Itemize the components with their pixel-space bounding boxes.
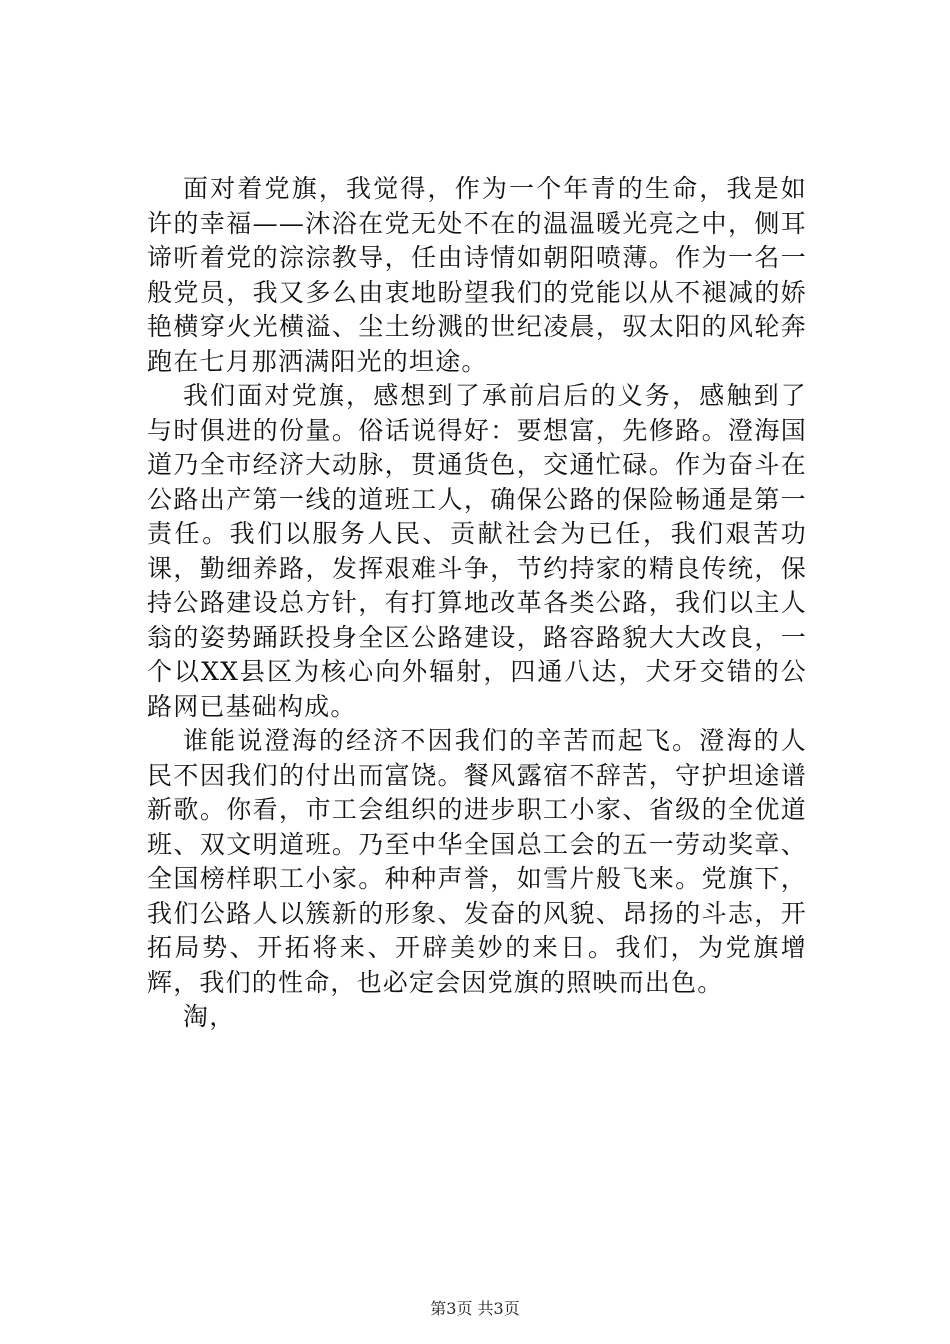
paragraph-2: 我们面对党旗，感想到了承前启后的义务，感触到了与时俱进的份量。俗话说得好：要想富，先修路。澄海国道乃全市经济大动脉，贯通货色，交通忙碌。作为奋斗在公路出产第一线的道班工人，确保公路的保险畅通是第一责任。我们以服务人民、贡献社会为已任，我们艰苦功课，勤细养路，发挥艰难斗争，节约持家的精良传统，保持公路建设总方针，有打算地改革各类公路，我们以主人翁的姿势踊跃投身全区公路建设，路容路貌大大改良，一个以XX县区为核心向外辐射，四通八达，犬牙交错的公路网已基础构成。	[147, 381, 807, 721]
document-body	[147, 172, 807, 1035]
paragraph-3: 谁能说澄海的经济不因我们的辛苦而起飞。澄海的人民不因我们的付出而富饶。餐风露宿不辞苦，守护坦途谱新歌。你看，市工会组织的进步职工小家、省级的全优道班、双文明道班。乃至中华全国总工会的五一劳动奖章、全国榜样职工小家。种种声誉，如雪片般飞来。党旗下，我们公路人以簇新的形象、发奋的风貌、昂扬的斗志，开拓局势、开拓将来、开辟美妙的来日。我们，为党旗增辉，我们的性命，也必定会因党旗的照映而出色。	[147, 726, 807, 997]
paragraph-4: 淘，	[183, 1002, 236, 1031]
page-number-footer: 第3页 共3页	[430, 1299, 520, 1318]
paragraph-1: 面对着党旗，我觉得，作为一个年青的生命，我是如许的幸福——沐浴在党无处不在的温温暖光亮之中，侧耳谛听着党的淙淙教导，任由诗情如朝阳喷薄。作为一名一般党员，我又多么由衷地盼望我们的党能以从不褪减的娇艳横穿火光横溢、尘土纷溅的世纪凌晨，驭太阳的风轮奔跑在七月那洒满阳光的坦途。	[147, 174, 807, 376]
